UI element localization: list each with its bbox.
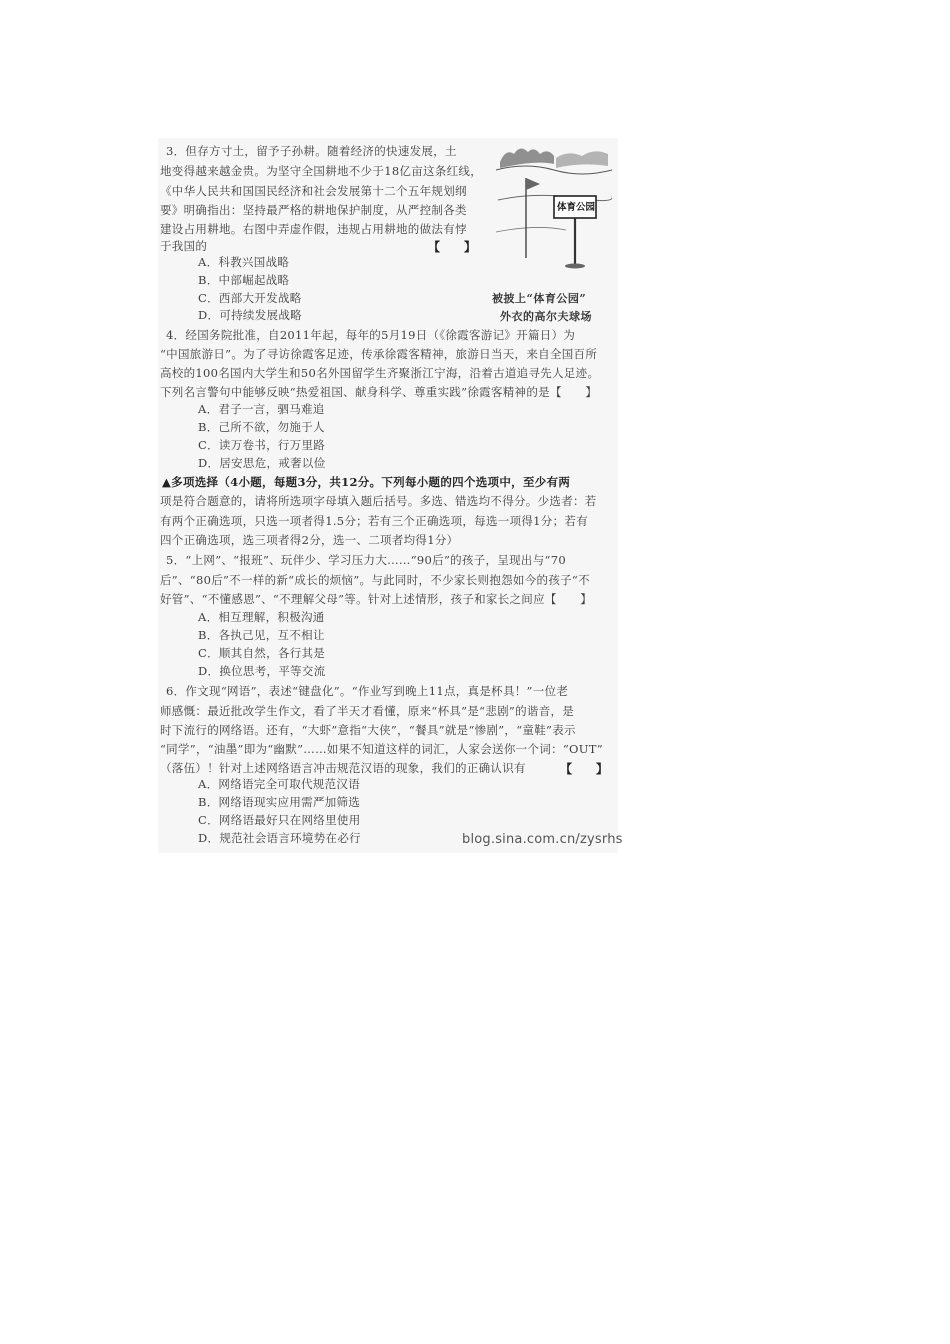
q4-line-1: 4．经国务院批准，自2011年起，每年的5月19日（《徐霞客游记》开篇日）为 [166, 328, 576, 342]
q6-option-b: B．网络语现实应用需严加筛选 [198, 795, 361, 809]
blog-watermark: blog.sina.com.cn/zysrhs [462, 832, 623, 847]
q3-option-b: B．中部崛起战略 [198, 273, 290, 287]
q6-option-c: C．网络语最好只在网络里使用 [198, 813, 361, 827]
q3-line-1: 3．但存方寸土，留予子孙耕。随着经济的快速发展，土 [166, 144, 457, 158]
q3-line-6: 于我国的 [160, 239, 208, 253]
q5-option-c: C．顺其自然，各行其是 [198, 646, 326, 660]
q4-line-3: 高校的100名国内大学生和50名外国留学生齐聚浙江宁海，沿着古道追寻先人足迹。 [160, 366, 600, 380]
q5-line-2: 后”、“80后”不一样的新“成长的烦恼”。与此同时，不少家长则抱怨如今的孩子“不 [160, 573, 590, 587]
q6-line-2: 师感慨：最近批改学生作文，看了半天才看懂，原来“杯具”是“悲剧”的谐音，是 [160, 704, 575, 718]
multi-choice-line-3: 有两个正确选项，只选一项者得1.5分；若有三个正确选项，每选一项得1分；若有 [160, 514, 589, 528]
q3-answer-bracket: 【 】 [428, 240, 477, 254]
q4-option-d: D．居安思危，戒奢以俭 [198, 456, 326, 470]
golf-course-illustration [496, 140, 612, 272]
q3-line-5: 建设占用耕地。右图中弄虚作假，违规占用耕地的做法有悖 [160, 222, 467, 236]
q6-line-3: 时下流行的网络语。还有，“大虾”意指“大侠”，“餐具”就是“惨剧”，“童鞋”表示 [160, 723, 576, 737]
q6-line-1: 6．作文现“网语”，表述“键盘化”。“作业写到晚上11点，真是杯具！”一位老 [166, 684, 569, 698]
q3-option-a: A．科教兴国战略 [198, 255, 290, 269]
q5-line-1: 5．“上网”、“报班”、玩伴少、学习压力大……“90后”的孩子，呈现出与“70 [166, 553, 566, 567]
multi-choice-line-1: ▲多项选择（4小题，每题3分，共12分。下列每小题的四个选项中，至少有两 [162, 475, 571, 489]
multi-choice-line-2: 项是符合题意的，请将所选项字母填入题后括号。多选、错选均不得分。少选者：若 [160, 494, 597, 508]
figure-caption-line-2: 外衣的高尔夫球场 [500, 310, 592, 323]
q3-line-4: 要》明确指出：坚持最严格的耕地保护制度，从严控制各类 [160, 203, 467, 217]
q5-line-3: 好管”、“不懂感恩”、“不理解父母”等。针对上述情形，孩子和家长之间应【 】 [160, 592, 593, 606]
q3-option-c: C．西部大开发战略 [198, 291, 302, 305]
q4-option-a: A．君子一言，驷马难追 [198, 402, 325, 416]
q4-line-4: 下列名言警句中能够反映“热爱祖国、献身科学、尊重实践”徐霞客精神的是【 】 [160, 385, 598, 399]
q6-option-a: A．网络语完全可取代规范汉语 [198, 777, 361, 791]
q3-line-3: 《中华人民共和国国民经济和社会发展第十二个五年规划纲 [160, 184, 467, 198]
figure-caption-line-1: 被披上“体育公园” [492, 292, 587, 305]
q6-line-5: （落伍）！针对上述网络语言冲击规范汉语的现象，我们的正确认识有 [160, 761, 526, 775]
q3-option-d: D．可持续发展战略 [198, 308, 302, 322]
q4-line-2: “中国旅游日”。为了寻访徐霞客足迹，传承徐霞客精神，旅游日当天，来自全国百所 [160, 347, 598, 361]
sign-text: 体育公园 [556, 202, 595, 213]
q6-line-4: “同学”，“油墨”即为“幽默”……如果不知道这样的词汇，人家会送你一个词：“OUT” [160, 742, 603, 756]
q6-option-d: D．规范社会语言环境势在必行 [198, 831, 361, 845]
multi-choice-line-4: 四个正确选项，选三项者得2分，选一、二项者均得1分） [160, 533, 459, 547]
q3-line-2: 地变得越来越金贵。为坚守全国耕地不少于18亿亩这条红线， [160, 164, 483, 178]
q5-option-d: D．换位思考，平等交流 [198, 664, 326, 678]
q4-option-b: B．己所不欲，勿施于人 [198, 420, 325, 434]
q6-answer-bracket: 【 】 [560, 762, 609, 776]
q5-option-a: A．相互理解，积极沟通 [198, 610, 325, 624]
q4-option-c: C．读万卷书，行万里路 [198, 438, 326, 452]
q5-option-b: B．各执己见，互不相让 [198, 628, 325, 642]
